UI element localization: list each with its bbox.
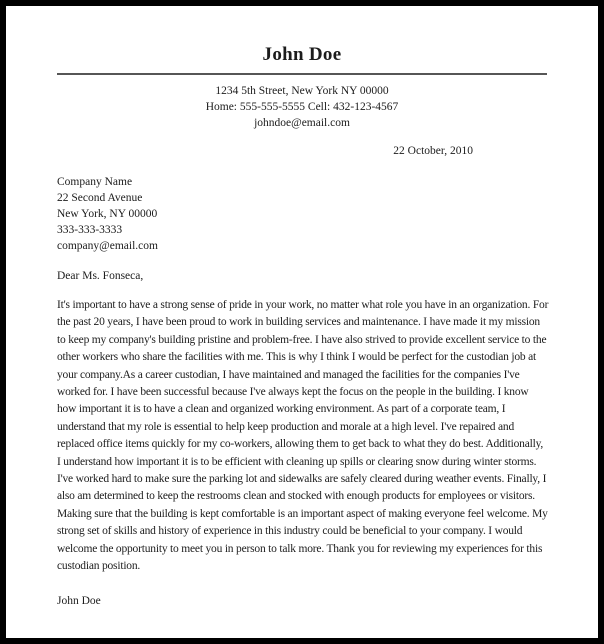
letter-body: It's important to have a strong sense of pride in your work, no matter what role you have in an organization. For the past 20 years, I have been proud to work in building services and maintenance. I have made it my mission to keep my company's building pristine and problem-free. I have also strived to provide excellent service to the other workers who share the facilities with me. This is why I think I would be perfect for the custodian job at your company.As a career custodian, I have maintained and managed the facilities for the companies I've worked for. I have been successful because I've always kept the focus on the people in the building. I know how important it is to have a clean and organized working environment. As part of a corporate team, I understand that my role is essential to help keep production and morale at a high level. I've repaired and replaced office items quickly for my co-workers, allowing them to get back to what they do best. Additionally, I understand how important it is to be efficient with cleaning up spills or clearing snow during winter storms. I've worked hard to make sure the parking lot and sidewalks are safely cleared during weather events. Finally, I also am determined to keep the restrooms clean and stocked with enough products for employees or visitors. Making sure that the building is kept comfortable is an important aspect of making everyone feel welcome. My strong set of skills and history of experience in this industry could be beneficial to your company. I would welcome the opportunity to meet you in person to talk more. Thank you for reviewing my experiences for this custodian position. xyxy=(57,299,549,573)
sender-name-title: John Doe xyxy=(262,44,342,65)
sender-email: johndoe@email.com xyxy=(254,117,350,129)
recipient-phone: 333-333-3333 xyxy=(57,224,123,236)
letter-date: 22 October, 2010 xyxy=(393,145,473,157)
letter-page xyxy=(6,6,598,638)
sender-address: 1234 5th Street, New York NY 00000 xyxy=(215,85,389,97)
recipient-street: 22 Second Avenue xyxy=(57,192,143,204)
recipient-company: Company Name xyxy=(57,176,133,188)
recipient-city: New York, NY 00000 xyxy=(57,208,158,220)
sender-phones: Home: 555-555-5555 Cell: 432-123-4567 xyxy=(205,101,399,113)
header-rule-divider xyxy=(57,73,547,75)
recipient-block xyxy=(57,174,547,254)
signature-name: John Doe xyxy=(57,594,101,607)
recipient-email: company@email.com xyxy=(57,240,158,252)
sender-contact-block xyxy=(57,83,547,131)
salutation: Dear Ms. Fonseca, xyxy=(57,270,144,282)
